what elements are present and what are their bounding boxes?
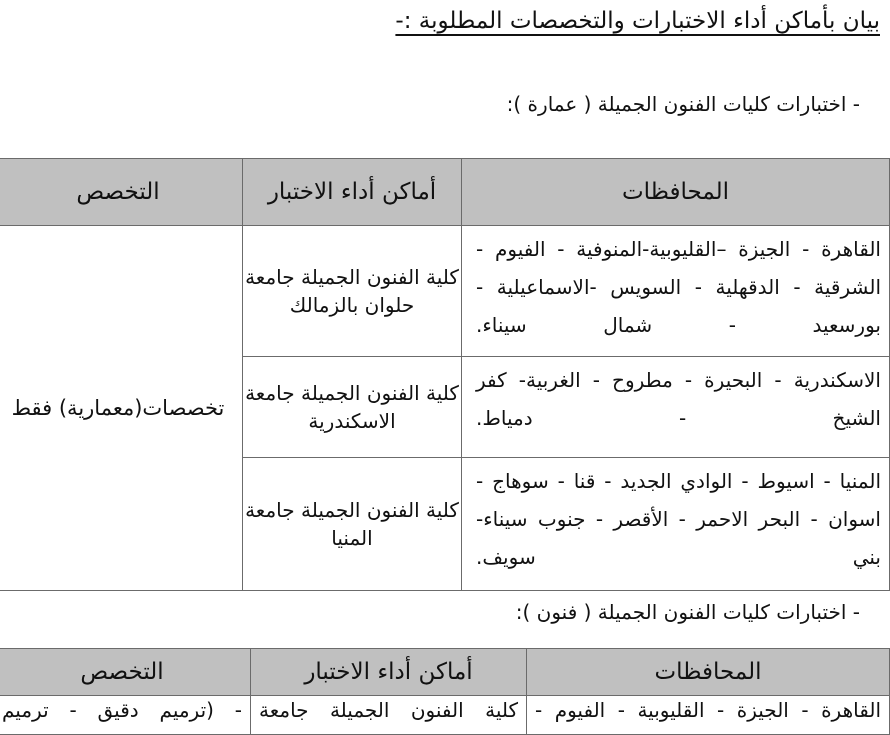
governorates-cell	[462, 357, 890, 458]
governorates-cell	[462, 458, 890, 591]
specialization-cell: تخصصات(معمارية) فقط	[0, 226, 243, 591]
header-exam-places: أماكن أداء الاختبار	[243, 159, 462, 226]
header-governorates: المحافظات	[462, 159, 890, 226]
header-exam-places: أماكن أداء الاختبار	[251, 649, 527, 696]
table-row	[0, 226, 890, 357]
governorates-line: بني سويف.	[476, 545, 881, 569]
section-heading-arts: - اختبارات كليات الفنون الجميلة ( فنون ):	[515, 600, 860, 624]
governorates-line: القاهرة - الجيزة –القليوبية-المنوفية - الفيوم -	[476, 237, 881, 261]
section-heading-architecture: - اختبارات كليات الفنون الجميلة ( عمارة ):	[506, 92, 860, 116]
exam-place-cell: كلية الفنون الجميلة جامعة المنيا	[243, 458, 462, 591]
page-title: بيان بأماكن أداء الاختبارات والتخصصات المطلوبة :-	[395, 8, 880, 34]
exam-place-cell: كلية الفنون الجميلة جامعة حلوان بالزمالك	[243, 226, 462, 357]
specialization-cell: - (ترميم دقيق - ترميم	[0, 696, 251, 735]
arts-exams-table	[0, 648, 890, 735]
governorates-line: اسوان - البحر الاحمر - الأقصر - جنوب سيناء-	[476, 507, 881, 531]
architecture-exams-table	[0, 158, 890, 591]
table-header-row	[0, 649, 890, 696]
governorates-cell: القاهرة - الجيزة - القليوبية - الفيوم -	[527, 696, 890, 735]
table-row	[0, 696, 890, 735]
exam-place-cell: كلية الفنون الجميلة جامعة	[251, 696, 527, 735]
governorates-cell	[462, 226, 890, 357]
header-governorates: المحافظات	[527, 649, 890, 696]
governorates-line: بورسعيد - شمال سيناء.	[476, 313, 881, 337]
governorates-line: الشرقية - الدقهلية - السويس -الاسماعيلية -	[476, 275, 881, 299]
header-specialization: التخصص	[0, 159, 243, 226]
header-specialization: التخصص	[0, 649, 251, 696]
governorates-line: المنيا - اسيوط - الوادي الجديد - قنا - سوهاج -	[476, 469, 881, 493]
governorates-line: الاسكندرية - البحيرة - مطروح - الغربية- كفر	[476, 368, 881, 392]
table-header-row	[0, 159, 890, 226]
exam-place-cell: كلية الفنون الجميلة جامعة الاسكندرية	[243, 357, 462, 458]
governorates-line: الشيخ - دمياط.	[476, 406, 881, 430]
